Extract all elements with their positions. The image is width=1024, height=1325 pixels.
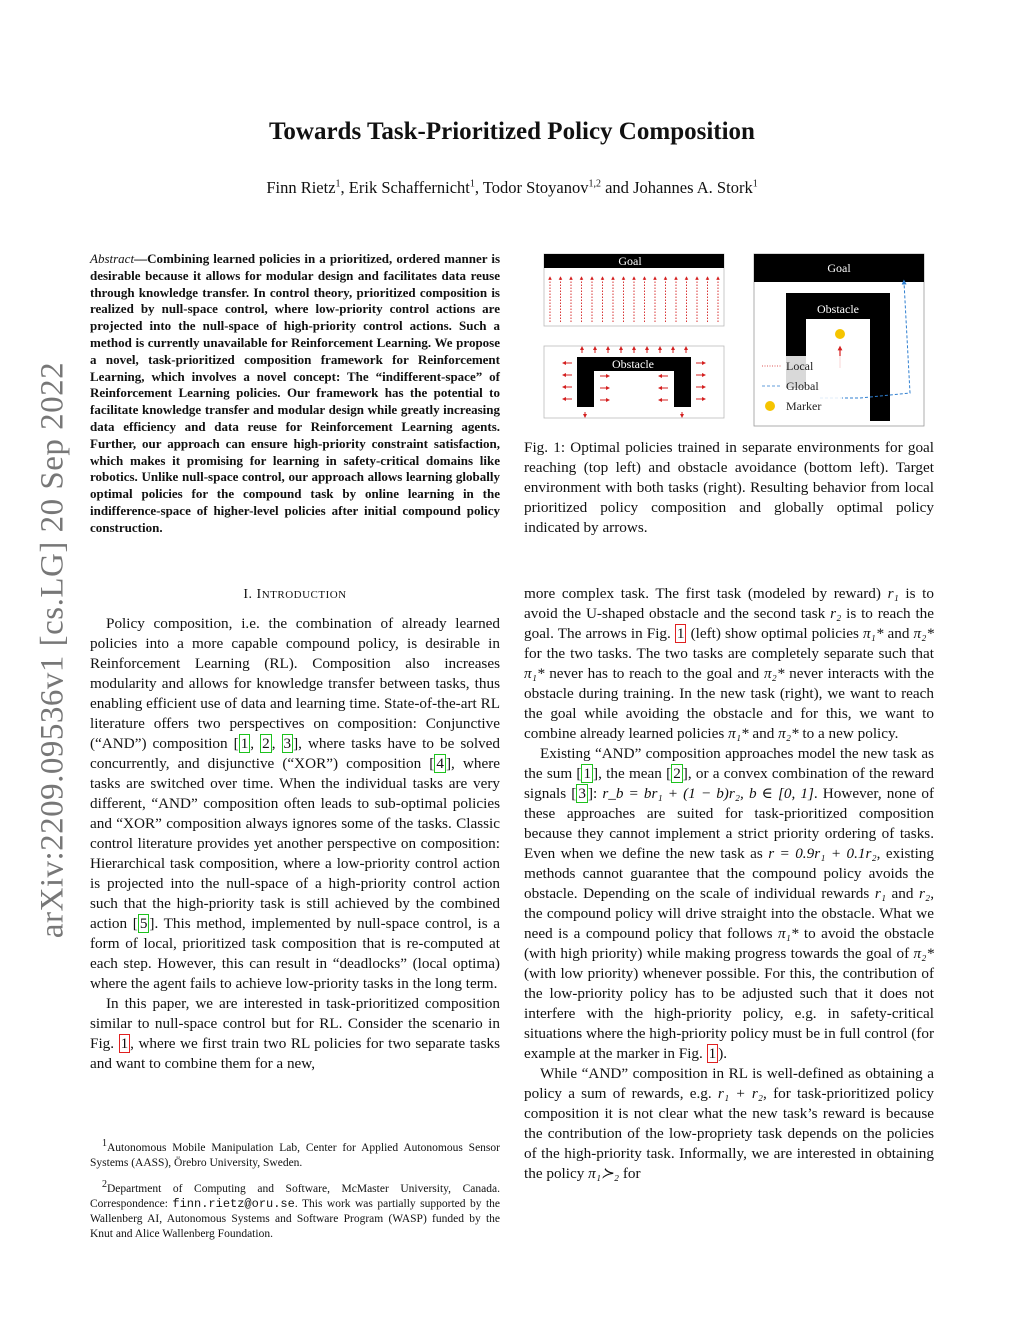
citation-link[interactable]: 1	[240, 735, 249, 752]
goal-label: Goal	[618, 254, 642, 268]
arxiv-identifier: arXiv:2209.09536v1 [cs.LG] 20 Sep 2022	[34, 361, 71, 939]
citation-link[interactable]: 2	[262, 735, 270, 752]
paragraph: In this paper, we are interested in task-prioritized composition similar to null-space control but for RL. Consider the scenario in Fig. 1 , where we first train two RL policies for two separate tasks and want to combine them for a new,	[90, 995, 500, 1072]
legend-global: Global	[786, 379, 819, 393]
marker-dot	[835, 329, 845, 339]
figure-link[interactable]: 1	[676, 625, 685, 642]
goal-label-right: Goal	[827, 261, 851, 275]
goal-reaching-panel	[544, 254, 724, 326]
figure-caption: Fig. 1: Optimal policies trained in separate environments for goal reaching (top left) and obstacle avoidance (bottom left). Target environment with both tasks (right). Resulting behavior from local prioritized policy composition and globally optimal policy indicated by arrows.	[524, 439, 934, 536]
legend-marker: Marker	[786, 399, 822, 413]
paragraph: While “AND” composition in RL is well-defined as obtaining a policy a sum of rewards, e.g. r₁ + r₂, for task-prioritized policy composition it is not clear what the new task’s reward is because the contribution of the low-propriety task depends on the policies of the high-priority task. Informally, we are interested in obtaining the policy π₁≻₂ for	[524, 1065, 934, 1182]
citation-link[interactable]: 2	[673, 765, 681, 782]
footnotes	[90, 1136, 500, 1248]
footnote: $^1$Autonomous Mobile Manipulation Lab, Center for Applied Autonomous Sensor Systems (AASS), Örebro University, Sweden.	[90, 1138, 500, 1169]
legend-local: Local	[786, 359, 814, 373]
footnote: $^2$Department of Computing and Software, McMaster University, Canada. Correspondence: finn.rietz@oru.se. This work was partially supported by the Wallenberg AI, Autonomous Systems and Software Program (WASP) funded by the Knut and Alice Wallenberg Foundation.	[90, 1178, 501, 1240]
citation-link[interactable]: 4	[436, 755, 444, 772]
author-list: Finn Rietz$^1$, Erik Schaffernicht$^1$, Todor Stoyanov$^{1,2}$ and Johannes A. Stork$^1$	[266, 178, 758, 197]
introduction-left-column	[90, 614, 500, 1074]
paragraph: Existing “AND” composition approaches model the new task as the sum [ 1 ], the mean [ 2 ], or a convex combination of the reward signals [ 3 ]: r_b = br₁ + (1 − b)r₂, b ∈ [0, 1]. However, none of these approaches are suited for task-prioritized composition because they cannot implement a strict priority ordering of tasks. Even when we define the new task as r = 0.9r₁ + 0.1r₂, existing methods cannot guarantee that the compound policy avoids the obstacle. Depending on the scale of individual rewards r₁ and r₂, the compound policy will drive straight into the obstacle. What we need is a compound policy that follows π₁* to avoid the obstacle (with high priority) while making progress towards the goal of π₂* (with low priority) whenever possible. For this, the contribution of the low-priority policy has to be adjusted such that it does not interfere with the high-priority policy, e.g. in safety-critical situations where the high-priority policy must be in full control (for example at the marker in Fig. 1 ).	[524, 745, 935, 1062]
obstacle-label: Obstacle	[612, 357, 654, 371]
paper-title: Towards Task-Prioritized Policy Composition	[269, 118, 755, 145]
obstacle-label-right: Obstacle	[817, 302, 859, 316]
citation-link[interactable]: 3	[283, 735, 292, 752]
paragraph: more complex task. The first task (modeled by reward) r₁ is to avoid the U-shaped obstacle and the second task r₂ is to reach the goal. The arrows in Fig. 1 (left) show optimal policies π₁* and π₂* for the two tasks. The two tasks are completely separate such that π₁* never has to reach to the goal and π₂* never interacts with the obstacle during training. In the new task (right), we want to reach the goal while avoiding the obstacle and for this, we want to combine already learned policies π₁* and π₂* to a new policy.	[524, 585, 935, 742]
figure-link[interactable]: 1	[120, 1035, 129, 1052]
citation-link[interactable]: 1	[583, 765, 592, 782]
paragraph: Policy composition, i.e. the combination of already learned policies into a more capable compound policy, is desirable in Reinforcement Learning (RL). Composition also increases modularity and allows for knowledge transfer between tasks, thus enabling efficient use of data and learning time. State-of-the-art RL literature offers two perspectives on composition: Conjunctive (“AND”) composition [ 1 , 2 , 3 ], where tasks have to be solved concurrently, and disjunctive (“XOR”) composition [ 4 ], where tasks are switched over time. When the individual tasks are very different, “AND” composition often leads to sub-optimal policies and “XOR” composition always ignores some of the tasks. Classic control literature provides yet another perspective on composition: Hierarchical task composition, where a low-priority control action is projected into the null-space of a high-priority control action such that the high-priority task is still achieved by the combined action [ 5 ]. This method, implemented by null-space control, is a form of local, prioritized task composition that is re-computed at each step. However, this can result in “deadlocks” (local optima) where the agent fails to achieve low-priority tasks in the long term.	[90, 615, 500, 992]
target-environment-panel	[754, 254, 924, 426]
obstacle-avoidance-panel	[544, 346, 724, 418]
figure-1	[520, 248, 940, 428]
introduction-right-column	[524, 584, 934, 1184]
citation-link[interactable]: 3	[578, 785, 586, 802]
section-heading-introduction: I. INTRODUCTION	[243, 587, 347, 602]
email-link[interactable]: finn.rietz@oru.se	[172, 1196, 295, 1211]
figure-link[interactable]: 1	[708, 1045, 717, 1062]
abstract: Abstract—Combining learned policies in a prioritized, ordered manner is desirable because it allows for modular design and facilitates data reuse through knowledge transfer. In control theory, prioritized composition is realized by null-space control, where low-priority control actions are projected into the null-space of high-priority control actions. Such a method is currently unavailable for Reinforcement Learning. We propose a novel, task-prioritized composition framework for Reinforcement Learning, which involves a novel concept: The “indifferent-space” of Reinforcement Learning policies. Our framework has the potential to facilitate knowledge transfer and modular design while greatly increasing data efficiency and data reuse for Reinforcement Learning agents. Further, our approach can ensure high-priority constraint satisfaction, which makes it promising for learning in safety-critical domains like robotics. Unlike null-space control, our approach allows learning globally optimal policies for the compound task by online learning in the indifference-space of higher-level policies after initial compound policy construction.	[90, 251, 500, 535]
citation-link[interactable]: 5	[139, 915, 148, 932]
